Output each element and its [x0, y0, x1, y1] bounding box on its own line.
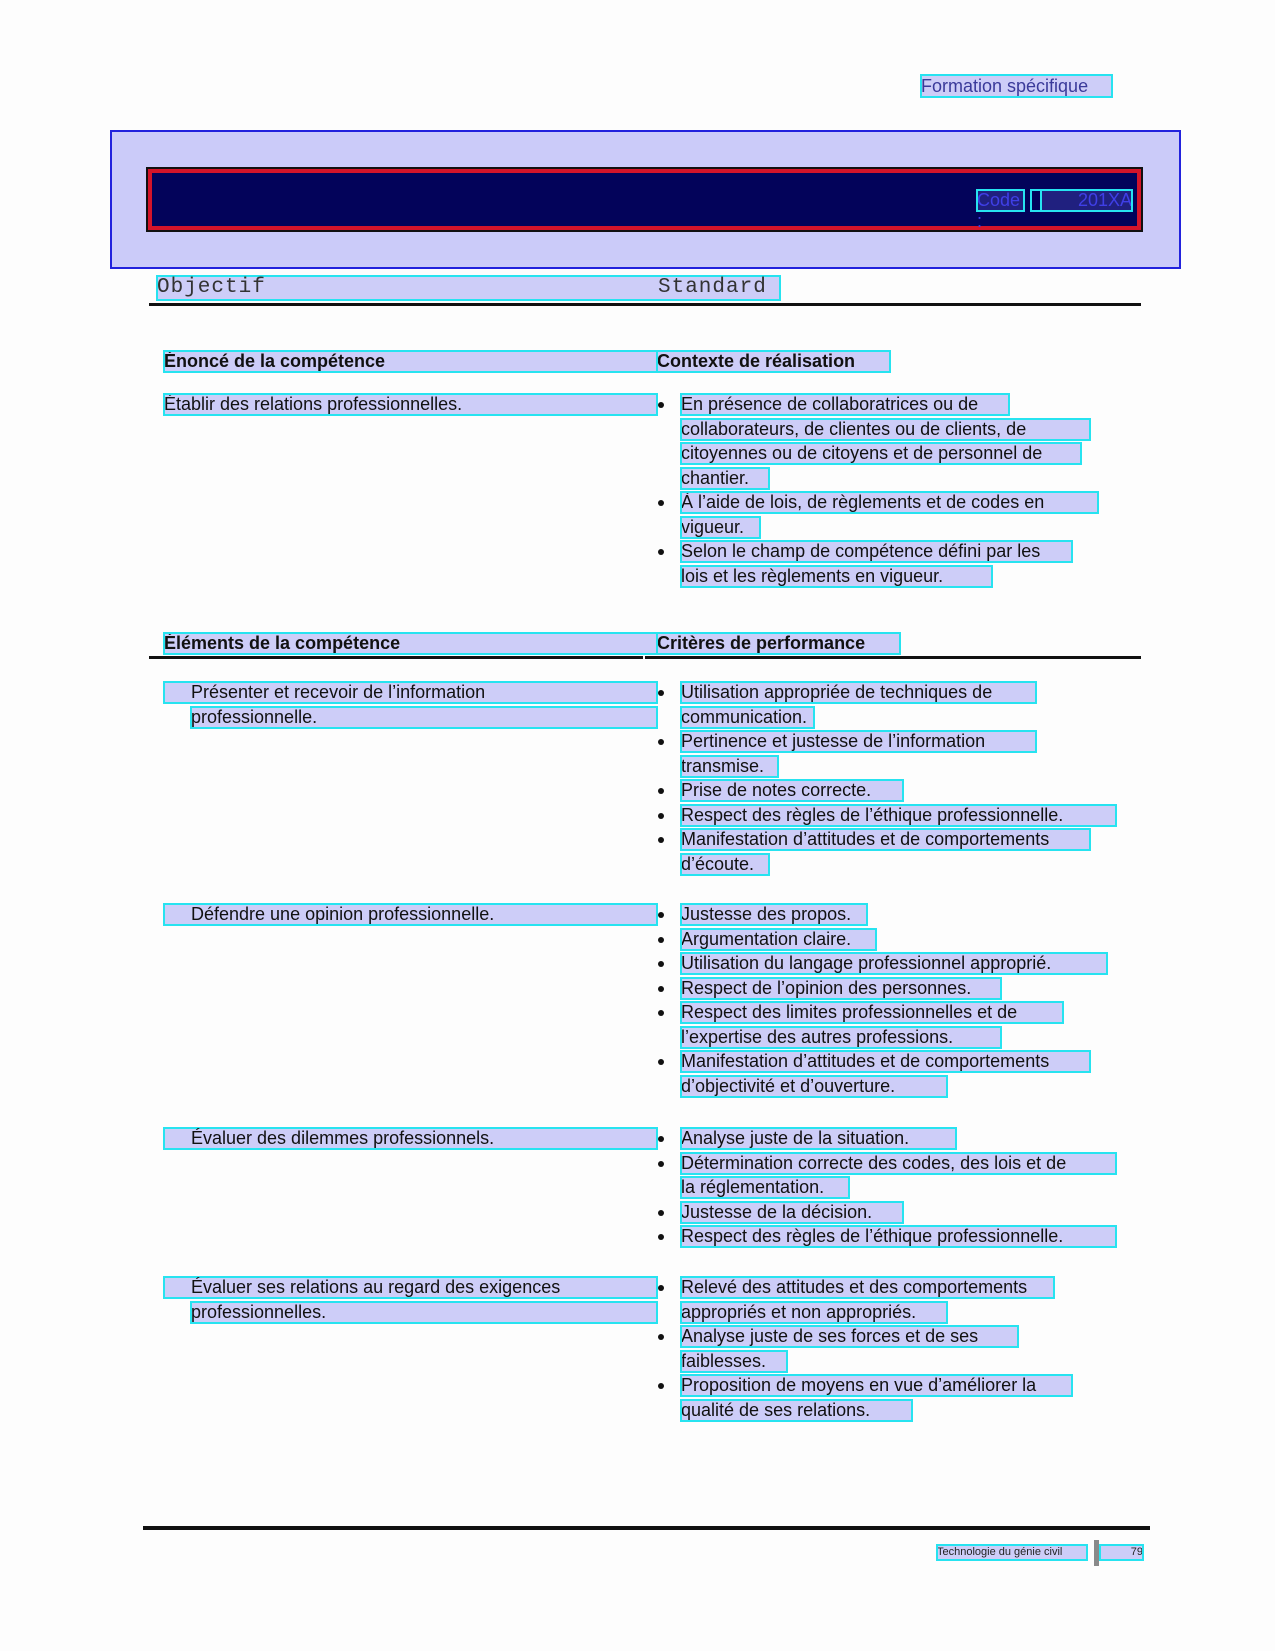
criterion-line: l’expertise des autres professions.: [681, 1027, 1001, 1048]
code-separator: [1031, 190, 1041, 211]
criterion-line: Manifestation d’attitudes et de comportements: [681, 1051, 1090, 1072]
bullet-icon: [658, 690, 664, 696]
bullet-icon: [658, 961, 664, 967]
criterion-line: Analyse juste de la situation.: [681, 1128, 956, 1149]
criterion-line: qualité de ses relations.: [681, 1400, 912, 1421]
bullet-icon: [658, 1059, 664, 1065]
criterion-line: Justesse de la décision.: [681, 1202, 903, 1223]
criterion-line: Selon le champ de compétence défini par les: [681, 541, 1072, 562]
bullet-icon: [658, 937, 664, 943]
bullet-icon: [658, 1383, 664, 1389]
criterion-line: Utilisation appropriée de techniques de: [681, 682, 1036, 703]
code-value: 201XA: [1041, 190, 1132, 211]
criterion-line: citoyennes ou de citoyens et de personnel de: [681, 443, 1081, 464]
criterion-line: la réglementation.: [681, 1177, 849, 1198]
enonce-heading: Énoncé de la compétence: [164, 351, 657, 372]
criterion-line: lois et les règlements en vigueur.: [681, 566, 992, 587]
bullet-icon: [658, 813, 664, 819]
bullet-icon: [658, 1161, 664, 1167]
criterion-line: Respect de l’opinion des personnes.: [681, 978, 1001, 999]
criterion-line: Respect des règles de l’éthique professionnelle.: [681, 805, 1116, 826]
criterion-line: transmise.: [681, 756, 778, 777]
element-text: professionnelle.: [191, 707, 657, 728]
contexte-heading: Contexte de réalisation: [657, 351, 890, 372]
bullet-icon: [658, 986, 664, 992]
criterion-line: Respect des règles de l’éthique professionnelle.: [681, 1226, 1116, 1247]
footer-separator: [1094, 1540, 1099, 1566]
bullet-icon: [658, 1234, 664, 1240]
criterion-line: Justesse des propos.: [681, 904, 867, 925]
bullet-icon: [658, 837, 664, 843]
header-rule: [149, 303, 1141, 306]
footer-program: Technologie du génie civil: [937, 1545, 1087, 1560]
criterion-line: Pertinence et justesse de l’information: [681, 731, 1036, 752]
criterion-line: Respect des limites professionnelles et de: [681, 1002, 1063, 1023]
code-label: Code :: [977, 190, 1024, 211]
enonce-text: Établir des relations professionnelles.: [164, 394, 657, 415]
criterion-line: Analyse juste de ses forces et de ses: [681, 1326, 1018, 1347]
criterion-line: chantier.: [681, 468, 769, 489]
element-text: professionnelles.: [191, 1302, 657, 1323]
criterion-line: d’écoute.: [681, 854, 769, 875]
bullet-icon: [658, 500, 664, 506]
criterion-line: collaborateurs, de clientes ou de clients, de: [681, 419, 1090, 440]
bullet-icon: [658, 1010, 664, 1016]
criterion-line: appropriés et non appropriés.: [681, 1302, 947, 1323]
criterion-line: communication.: [681, 707, 814, 728]
bullet-icon: [658, 1285, 664, 1291]
criterion-line: Utilisation du langage professionnel approprié.: [681, 953, 1107, 974]
criterion-line: faiblesses.: [681, 1351, 787, 1372]
elements-heading: Éléments de la compétence: [164, 633, 657, 654]
criteria-heading: Critères de performance: [657, 633, 900, 654]
bullet-icon: [658, 1210, 664, 1216]
standard-label: Standard: [658, 276, 767, 299]
bullet-icon: [658, 788, 664, 794]
criterion-line: Prise de notes correcte.: [681, 780, 903, 801]
criterion-line: Détermination correcte des codes, des lois et de: [681, 1153, 1116, 1174]
element-text: Évaluer des dilemmes professionnels.: [191, 1128, 495, 1148]
footer-page-number: 79: [1100, 1545, 1143, 1560]
criterion-line: À l’aide de lois, de règlements et de codes en: [681, 492, 1098, 513]
criterion-line: Manifestation d’attitudes et de comportements: [681, 829, 1090, 850]
footer-rule: [143, 1526, 1150, 1530]
element-text: Présenter et recevoir de l’information: [191, 682, 486, 702]
criterion-line: Relevé des attitudes et des comportements: [681, 1277, 1054, 1298]
elements-rule-left: [149, 656, 643, 659]
elements-rule-right: [645, 656, 1141, 659]
element-text: Défendre une opinion professionnelle.: [191, 904, 495, 924]
criterion-line: Argumentation claire.: [681, 929, 876, 950]
criterion-line: vigueur.: [681, 517, 760, 538]
bullet-icon: [658, 402, 664, 408]
objectif-label: Objectif: [157, 276, 266, 299]
bullet-icon: [658, 549, 664, 555]
bullet-icon: [658, 1334, 664, 1340]
criterion-line: Proposition de moyens en vue d’améliorer la: [681, 1375, 1072, 1396]
criterion-line: d’objectivité et d’ouverture.: [681, 1076, 947, 1097]
bullet-icon: [658, 912, 664, 918]
bullet-icon: [658, 1136, 664, 1142]
bullet-icon: [658, 739, 664, 745]
criterion-line: En présence de collaboratrices ou de: [681, 394, 1009, 415]
element-text: Évaluer ses relations au regard des exigences: [191, 1277, 561, 1297]
running-header: Formation spécifique: [921, 75, 1112, 97]
